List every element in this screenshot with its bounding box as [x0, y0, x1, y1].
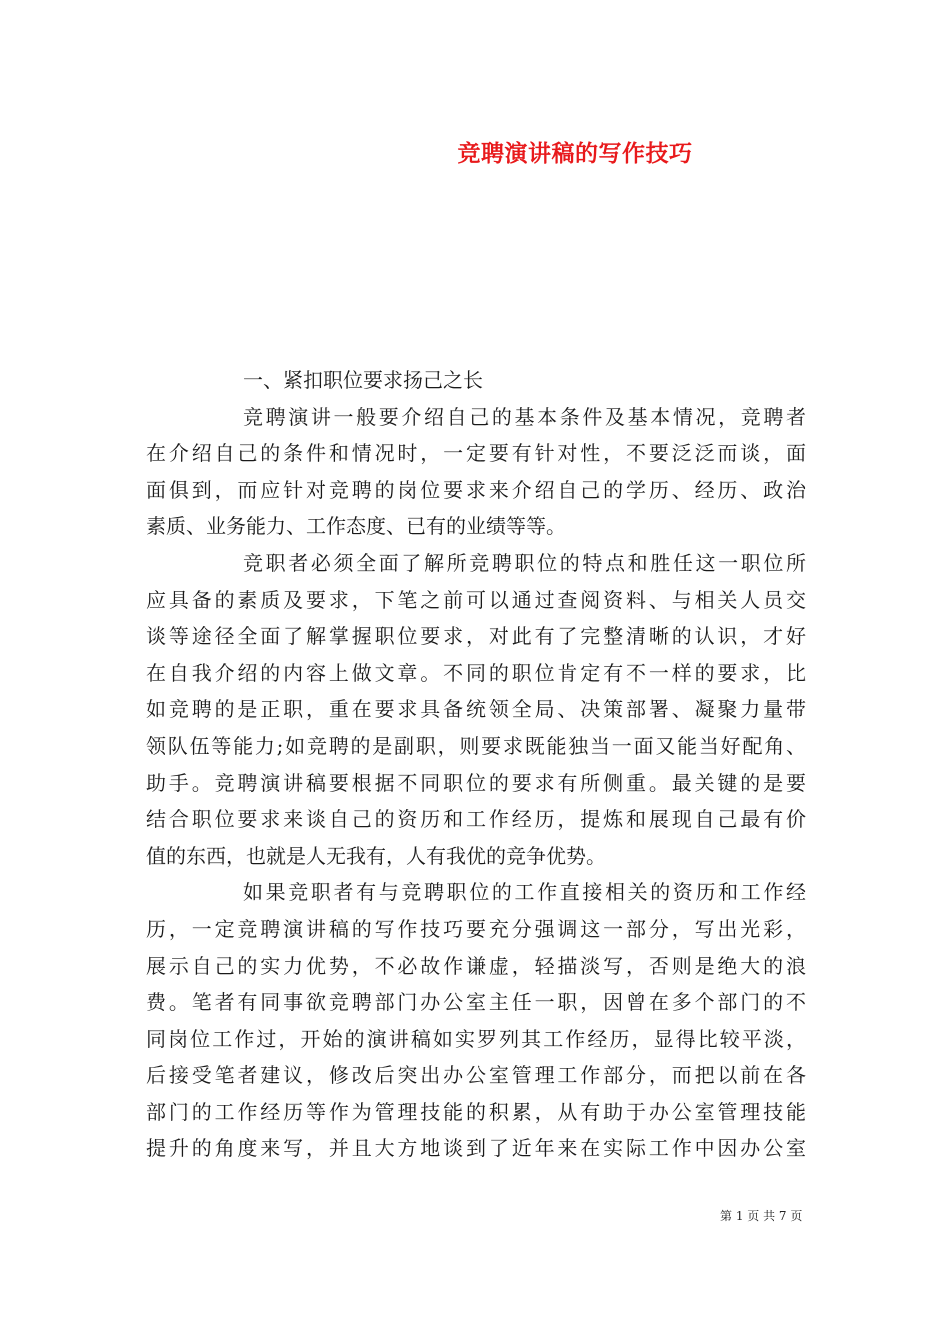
- text-line: 在介绍自己的条件和情况时，一定要有针对性，不要泛泛而谈，面: [146, 441, 806, 466]
- text-line: 助手。竞聘演讲稿要根据不同职位的要求有所侧重。最关键的是要: [146, 770, 806, 795]
- text-line: 展示自己的实力优势，不必故作谦虚，轻描淡写，否则是绝大的浪: [146, 953, 806, 978]
- text-line: 一、紧扣职位要求扬己之长: [243, 368, 483, 392]
- text-line: 后接受笔者建议，修改后突出办公室管理工作部分，而把以前在各: [146, 1063, 806, 1088]
- page-footer: 第 1 页 共 7 页: [720, 1209, 803, 1223]
- text-line: 面俱到，而应针对竞聘的岗位要求来介绍自己的学历、经历、政治: [146, 477, 806, 502]
- text-line: 同岗位工作过，开始的演讲稿如实罗列其工作经历，显得比较平淡，: [146, 1026, 806, 1051]
- text-line: 如竞聘的是正职，重在要求具备统领全局、决策部署、凝聚力量带: [146, 697, 806, 722]
- text-line: 谈等途径全面了解掌握职位要求，对此有了完整清晰的认识，才好: [146, 624, 806, 649]
- text-line: 结合职位要求来谈自己的资历和工作经历，提炼和展现自己最有价: [146, 807, 806, 832]
- text-line: 在自我介绍的内容上做文章。不同的职位肯定有不一样的要求，比: [146, 660, 806, 685]
- document-title: 竞聘演讲稿的写作技巧: [457, 140, 693, 167]
- text-line: 竞聘演讲一般要介绍自己的基本条件及基本情况，竞聘者: [243, 404, 806, 429]
- text-line: 提升的角度来写，并且大方地谈到了近年来在实际工作中因办公室: [146, 1136, 806, 1161]
- text-line: 值的东西，也就是人无我有，人有我优的竞争优势。: [146, 843, 606, 868]
- document-body: [146, 362, 806, 1167]
- text-line: 费。笔者有同事欲竞聘部门办公室主任一职，因曾在多个部门的不: [146, 990, 806, 1015]
- text-line: 部门的工作经历等作为管理技能的积累，从有助于办公室管理技能: [146, 1099, 806, 1124]
- text-line: 历，一定竞聘演讲稿的写作技巧要充分强调这一部分，写出光彩，: [146, 916, 806, 941]
- text-line: 领队伍等能力;如竞聘的是副职，则要求既能独当一面又能当好配角、: [146, 733, 806, 758]
- text-line: 竞职者必须全面了解所竞聘职位的特点和胜任这一职位所: [243, 550, 806, 575]
- text-line: 如果竞职者有与竞聘职位的工作直接相关的资历和工作经: [243, 880, 806, 905]
- text-line: 应具备的素质及要求，下笔之前可以通过查阅资料、与相关人员交: [146, 587, 806, 612]
- text-line: 素质、业务能力、工作态度、已有的业绩等等。: [146, 514, 566, 539]
